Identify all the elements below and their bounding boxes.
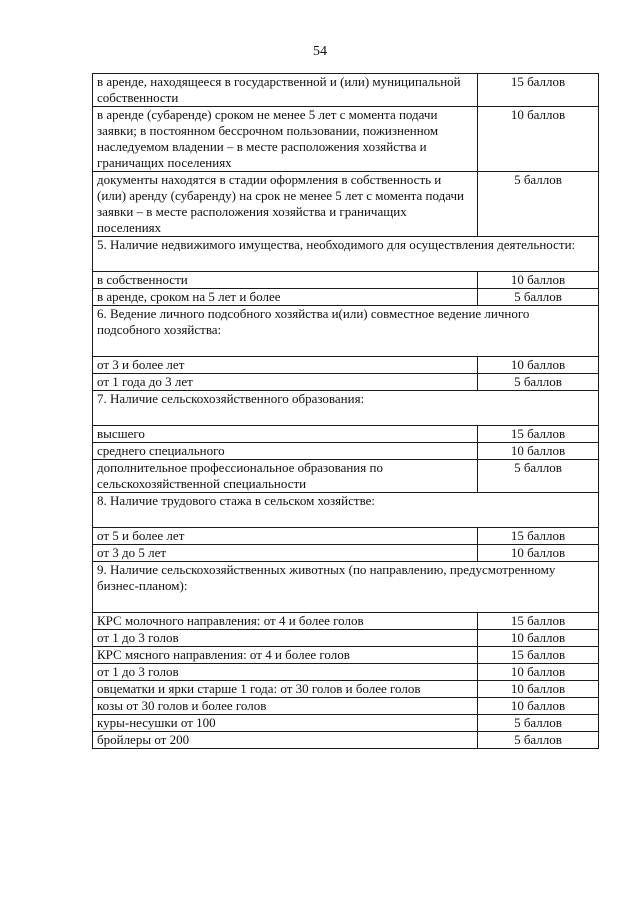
criteria-table — [92, 73, 599, 749]
criterion-score: 5 баллов — [478, 374, 599, 391]
table-row — [93, 107, 599, 172]
criterion-score: 10 баллов — [478, 630, 599, 647]
criterion-text: от 3 до 5 лет — [93, 545, 478, 562]
criterion-text: в аренде (субаренде) сроком не менее 5 лет с момента подачи заявки; в постоянном бессрочном пользовании, пожизненном наследуемом владении – в месте расположения хозяйства и граничащих поселениях — [93, 107, 478, 172]
criterion-text: от 1 года до 3 лет — [93, 374, 478, 391]
criterion-text: КРС молочного направления: от 4 и более голов — [93, 613, 478, 630]
table-row — [93, 74, 599, 107]
criterion-score: 10 баллов — [478, 272, 599, 289]
table-row — [93, 426, 599, 443]
table-row — [93, 172, 599, 237]
criterion-text: козы от 30 голов и более голов — [93, 698, 478, 715]
section-header: 8. Наличие трудового стажа в сельском хозяйстве: — [93, 493, 599, 528]
table-row — [93, 272, 599, 289]
criterion-text: документы находятся в стадии оформления в собственность и (или) аренду (субаренду) на срок не менее 5 лет с момента подачи заявки – в месте расположения хозяйства и граничащих поселениях — [93, 172, 478, 237]
criterion-score: 10 баллов — [478, 664, 599, 681]
table-row — [93, 647, 599, 664]
criterion-score: 5 баллов — [478, 732, 599, 749]
criterion-score: 15 баллов — [478, 74, 599, 107]
criterion-score: 5 баллов — [478, 172, 599, 237]
table-row — [93, 698, 599, 715]
criterion-score: 5 баллов — [478, 460, 599, 493]
section-header: 5. Наличие недвижимого имущества, необходимого для осуществления деятельности: — [93, 237, 599, 272]
table-row — [93, 460, 599, 493]
criterion-score: 15 баллов — [478, 647, 599, 664]
criterion-score: 10 баллов — [478, 681, 599, 698]
criterion-text: среднего специального — [93, 443, 478, 460]
table-row — [93, 613, 599, 630]
criterion-text: в аренде, находящееся в государственной и (или) муниципальной собственности — [93, 74, 478, 107]
section-header-row — [93, 493, 599, 528]
table-row — [93, 630, 599, 647]
table-row — [93, 715, 599, 732]
section-header-row — [93, 237, 599, 272]
criterion-text: от 3 и более лет — [93, 357, 478, 374]
criterion-text: дополнительное профессиональное образования по сельскохозяйственной специальности — [93, 460, 478, 493]
criterion-score: 15 баллов — [478, 613, 599, 630]
criterion-score: 10 баллов — [478, 698, 599, 715]
section-header: 6. Ведение личного подсобного хозяйства и(или) совместное ведение личного подсобного хозяйства: — [93, 306, 599, 357]
table-row — [93, 545, 599, 562]
criterion-text: бройлеры от 200 — [93, 732, 478, 749]
criterion-score: 5 баллов — [478, 715, 599, 732]
table-row — [93, 681, 599, 698]
criterion-text: куры-несушки от 100 — [93, 715, 478, 732]
section-header-row — [93, 562, 599, 613]
criterion-score: 15 баллов — [478, 528, 599, 545]
page-number: 54 — [313, 44, 327, 59]
criterion-text: высшего — [93, 426, 478, 443]
table-row — [93, 357, 599, 374]
criterion-text: от 5 и более лет — [93, 528, 478, 545]
criterion-score: 10 баллов — [478, 357, 599, 374]
criterion-score: 15 баллов — [478, 426, 599, 443]
criterion-text: от 1 до 3 голов — [93, 664, 478, 681]
table-row — [93, 289, 599, 306]
table-row — [93, 732, 599, 749]
table-row — [93, 664, 599, 681]
section-header: 9. Наличие сельскохозяйственных животных (по направлению, предусмотренному бизнес-планом): — [93, 562, 599, 613]
section-header-row — [93, 391, 599, 426]
table-row — [93, 528, 599, 545]
criterion-score: 10 баллов — [478, 545, 599, 562]
criterion-text: в аренде, сроком на 5 лет и более — [93, 289, 478, 306]
criterion-text: от 1 до 3 голов — [93, 630, 478, 647]
criterion-score: 10 баллов — [478, 107, 599, 172]
table-row — [93, 374, 599, 391]
criterion-text: в собственности — [93, 272, 478, 289]
section-header: 7. Наличие сельскохозяйственного образования: — [93, 391, 599, 426]
criterion-score: 10 баллов — [478, 443, 599, 460]
section-header-row — [93, 306, 599, 357]
table-row — [93, 443, 599, 460]
criterion-text: овцематки и ярки старше 1 года: от 30 голов и более голов — [93, 681, 478, 698]
criterion-text: КРС мясного направления: от 4 и более голов — [93, 647, 478, 664]
criterion-score: 5 баллов — [478, 289, 599, 306]
